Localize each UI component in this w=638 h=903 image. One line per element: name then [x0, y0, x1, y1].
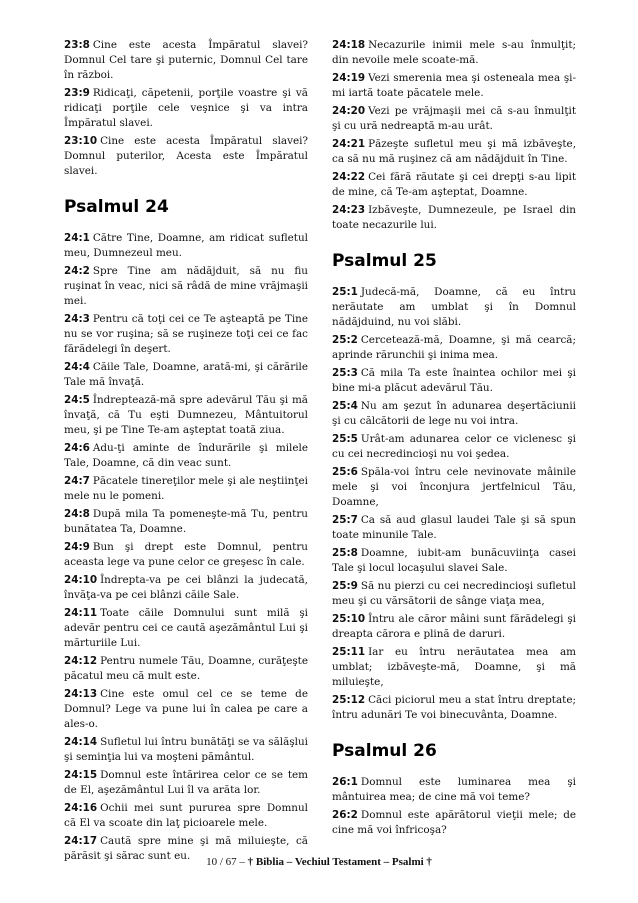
verse-text: Ochii mei sunt pururea spre Domnul că El va scoate din laţ picioarele mele. — [64, 802, 308, 829]
verse-group — [64, 38, 308, 179]
verse-text: Ca să aud glasul laudei Tale şi să spun toate minunile Tale. — [332, 514, 576, 541]
verse-text: Ridicaţi, căpetenii, porţile voastre şi vă ridicaţi porţile cele veşnice şi va intra Împăratul slavei. — [64, 87, 308, 129]
verse — [332, 645, 576, 690]
verse — [332, 333, 576, 363]
verse-reference: 26:1 — [332, 776, 358, 788]
verse-text: Să nu pierzi cu cei necredincioşi sufletul meu şi cu vărsătorii de sânge viaţa mea, — [332, 580, 576, 607]
verse-reference: 25:12 — [332, 694, 366, 706]
verse-reference: 23:8 — [64, 39, 90, 51]
verse-text: Izbăveşte, Dumnezeule, pe Israel din toate necazurile lui. — [332, 204, 576, 231]
verse-reference: 24:3 — [64, 313, 90, 325]
verse-text: Iar eu întru nerăutatea mea am umblat; izbăveşte-mă, Doamne, şi mă miluieşte, — [332, 646, 576, 688]
verse-reference: 25:6 — [332, 466, 358, 478]
verse — [64, 573, 308, 603]
verse — [332, 366, 576, 396]
verse-group — [64, 231, 308, 864]
verse — [332, 775, 576, 805]
verse-reference: 24:5 — [64, 394, 90, 406]
verse-text: Cei fără răutate şi cei drepţi s-au lipit de mine, că Te-am aşteptat, Doamne. — [332, 171, 576, 198]
verse — [332, 71, 576, 101]
verse-reference: 25:3 — [332, 367, 358, 379]
verse-reference: 24:22 — [332, 171, 366, 183]
verse — [332, 399, 576, 429]
verse-text: Spre Tine am nădăjduit, să nu fiu ruşinat în veac, nici să râdă de mine vrăjmaşii mei. — [64, 265, 308, 307]
verse-text: Cine este acesta Împăratul slavei? Domnul Cel tare şi puternic, Domnul Cel tare în război. — [64, 39, 308, 81]
verse-text: Că mila Ta este înaintea ochilor mei şi bine mi-a plăcut adevărul Tău. — [332, 367, 576, 394]
verse — [64, 38, 308, 83]
verse-text: Sufletul lui întru bunătăţi se va sălăşlui şi seminţia lui va moşteni pământul. — [64, 736, 308, 763]
verse-text: Cine este omul cel ce se teme de Domnul? Lege va pune lui în calea pe care a ales-o. — [64, 688, 308, 730]
verse-text: Pentru că toţi cei ce Te aşteaptă pe Tine nu se vor ruşina; să se ruşineze toţi cei ce fac fărădelegi în deşert. — [64, 313, 308, 355]
left-column — [64, 38, 308, 867]
page-number: 10 / 67 – — [206, 856, 245, 868]
verse-text: Întru ale căror mâini sunt fărădelegi şi dreapta cărora e plină de daruri. — [332, 613, 576, 640]
verse-reference: 25:7 — [332, 514, 358, 526]
verse — [332, 170, 576, 200]
verse-reference: 24:21 — [332, 138, 366, 150]
verse — [332, 432, 576, 462]
verse-reference: 25:10 — [332, 613, 366, 625]
verse-reference: 25:4 — [332, 400, 358, 412]
verse-text: Domnul este întărirea celor ce se tem de El, aşezământul Lui îl va arăta lor. — [64, 769, 308, 796]
verse-reference: 24:4 — [64, 361, 90, 373]
psalm-heading: Psalmul 25 — [332, 251, 437, 271]
verse-reference: 24:1 — [64, 232, 90, 244]
verse — [64, 507, 308, 537]
psalm-heading: Psalmul 26 — [332, 741, 437, 761]
verse-reference: 23:10 — [64, 135, 98, 147]
verse-text: Vezi pe vrăjmaşii mei că s-au înmulţit şi cu ură nedreaptă m-au urât. — [332, 105, 576, 132]
page-footer — [0, 856, 638, 868]
verse-text: Bun şi drept este Domnul, pentru aceasta lege va pune celor ce greşesc în cale. — [64, 541, 308, 568]
verse — [64, 86, 308, 131]
verse — [332, 104, 576, 134]
verse-text: Cine este acesta Împăratul slavei? Domnul puterilor, Acesta este Împăratul slavei. — [64, 135, 308, 177]
verse-reference: 24:6 — [64, 442, 90, 454]
verse-text: Adu-ţi aminte de îndurările şi milele Tale, Doamne, că din veac sunt. — [64, 442, 308, 469]
right-column — [332, 38, 576, 841]
verse-reference: 25:2 — [332, 334, 358, 346]
verse-reference: 24:9 — [64, 541, 90, 553]
verse-reference: 24:7 — [64, 475, 90, 487]
psalm-heading: Psalmul 24 — [64, 197, 169, 217]
verse-text: După mila Ta pomeneşte-mă Tu, pentru bunătatea Ta, Doamne. — [64, 508, 308, 535]
verse-reference: 24:15 — [64, 769, 98, 781]
verse — [64, 768, 308, 798]
verse-group — [332, 38, 576, 233]
verse-reference: 26:2 — [332, 809, 358, 821]
verse-text: Îndrepta-va pe cei blânzi la judecată, învăţa-va pe cei blânzi căile Sale. — [64, 574, 308, 601]
verse-reference: 25:5 — [332, 433, 358, 445]
verse — [64, 231, 308, 261]
verse-reference: 24:20 — [332, 105, 366, 117]
verse-group — [332, 775, 576, 838]
verse-text: Căile Tale, Doamne, arată-mi, şi cărările Tale mă învaţă. — [64, 361, 308, 388]
verse — [64, 654, 308, 684]
verse-reference: 25:11 — [332, 646, 366, 658]
verse-group — [332, 285, 576, 723]
verse — [64, 735, 308, 765]
verse — [64, 540, 308, 570]
verse-reference: 25:9 — [332, 580, 358, 592]
verse-reference: 24:16 — [64, 802, 98, 814]
verse — [64, 606, 308, 651]
verse — [64, 801, 308, 831]
verse-text: Păcatele tinereţilor mele şi ale neştiinţei mele nu le pomeni. — [64, 475, 308, 502]
verse-reference: 24:18 — [332, 39, 366, 51]
verse-text: Nu am şezut în adunarea deşertăciunii şi cu călcătorii de lege nu voi intra. — [332, 400, 576, 427]
verse-text: Judecă-mă, Doamne, că eu întru nerăutate am umblat şi în Domnul nădăjduind, nu voi slăbi. — [332, 286, 576, 328]
verse — [64, 264, 308, 309]
verse — [332, 137, 576, 167]
verse — [64, 393, 308, 438]
verse-text: Caută spre mine şi mă miluieşte, că părăsit şi sărac sunt eu. — [64, 835, 308, 862]
verse-text: Căci piciorul meu a stat întru dreptate; întru adunări Te voi binecuvânta, Doamne. — [332, 694, 576, 721]
verse-reference: 24:13 — [64, 688, 98, 700]
verse — [332, 465, 576, 510]
verse-reference: 24:12 — [64, 655, 98, 667]
verse-reference: 23:9 — [64, 87, 90, 99]
verse-reference: 24:23 — [332, 204, 366, 216]
verse — [332, 693, 576, 723]
verse — [64, 474, 308, 504]
verse-text: Doamne, iubit-am bunăcuviinţa casei Tale şi locul locaşului slavei Sale. — [332, 547, 576, 574]
verse-text: Vezi smerenia mea şi osteneala mea şi-mi iartă toate păcatele mele. — [332, 72, 576, 99]
verse — [64, 360, 308, 390]
verse-text: Spăla-voi întru cele nevinovate mâinile mele şi voi înconjura jertfelnicul Tău, Doamne, — [332, 466, 576, 508]
verse — [332, 38, 576, 68]
verse-reference: 24:8 — [64, 508, 90, 520]
verse — [332, 203, 576, 233]
footer-title: † Biblia – Vechiul Testament – Psalmi † — [247, 856, 432, 868]
verse-text: Domnul este apărătorul vieţii mele; de cine mă voi înfricoşa? — [332, 809, 576, 836]
verse-text: Cercetează-mă, Doamne, şi mă cearcă; aprinde rărunchii şi inima mea. — [332, 334, 576, 361]
verse-reference: 25:1 — [332, 286, 358, 298]
verse-reference: 24:19 — [332, 72, 366, 84]
verse-text: Necazurile inimii mele s-au înmulţit; din nevoile mele scoate-mă. — [332, 39, 576, 66]
verse — [64, 687, 308, 732]
verse — [332, 808, 576, 838]
verse-text: Pentru numele Tău, Doamne, curăţeşte păcatul meu că mult este. — [64, 655, 308, 682]
verse — [64, 441, 308, 471]
verse-reference: 24:17 — [64, 835, 98, 847]
verse-reference: 24:2 — [64, 265, 90, 277]
verse-text: Domnul este luminarea mea şi mântuirea mea; de cine mă voi teme? — [332, 776, 576, 803]
verse — [332, 285, 576, 330]
verse — [332, 513, 576, 543]
verse-text: Către Tine, Doamne, am ridicat sufletul meu, Dumnezeul meu. — [64, 232, 308, 259]
verse-text: Urât-am adunarea celor ce viclenesc şi cu cei necredincioşi nu voi şedea. — [332, 433, 576, 460]
verse — [332, 579, 576, 609]
verse-reference: 25:8 — [332, 547, 358, 559]
verse-reference: 24:10 — [64, 574, 98, 586]
verse — [332, 546, 576, 576]
verse — [64, 312, 308, 357]
verse — [64, 134, 308, 179]
verse-reference: 24:11 — [64, 607, 98, 619]
verse-text: Păzeşte sufletul meu şi mă izbăveşte, ca să nu mă ruşinez că am nădăjduit în Tine. — [332, 138, 576, 165]
verse-reference: 24:14 — [64, 736, 98, 748]
verse-text: Îndreptează-mă spre adevărul Tău şi mă învaţă, că Tu eşti Dumnezeu, Mântuitorul meu, şi pe Tine Te-am aşteptat toată ziua. — [64, 394, 308, 436]
verse — [332, 612, 576, 642]
verse-text: Toate căile Domnului sunt milă şi adevăr pentru cei ce caută aşezământul Lui şi mărturiile Lui. — [64, 607, 308, 649]
